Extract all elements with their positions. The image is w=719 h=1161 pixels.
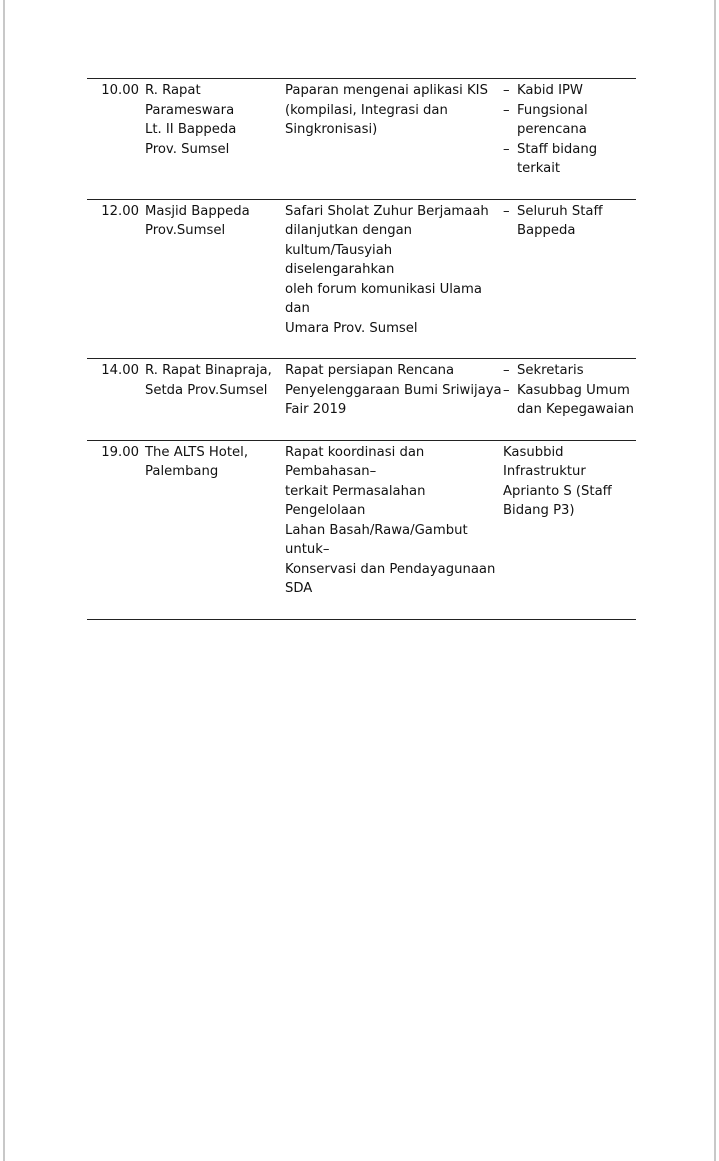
agenda-cell-line: SDA	[285, 581, 313, 596]
agenda-cell-line: kultum/Tausyiah diselengarahkan	[285, 242, 395, 277]
bullet-dash: –	[503, 363, 510, 378]
page-border-left	[3, 0, 5, 1161]
attendee-line: Fungsional	[517, 102, 588, 118]
attendee-line: Kasubbid	[503, 444, 564, 460]
agenda-cell	[285, 359, 503, 441]
attendee-item	[503, 443, 636, 482]
location-cell-line: R. Rapat	[145, 83, 201, 98]
agenda-cell	[285, 440, 503, 619]
agenda-cell-line: dilanjutkan dengan	[285, 223, 413, 238]
location-cell-line: Prov. Sumsel	[145, 141, 230, 157]
location-cell	[145, 79, 285, 200]
location-cell-line: Setda Prov.Sumsel	[145, 382, 268, 398]
agenda-cell-line: Paparan mengenai aplikasi KIS	[285, 83, 488, 98]
attendee-text	[517, 361, 636, 381]
bullet-dash: –	[503, 203, 510, 219]
agenda-cell	[285, 79, 503, 200]
location-cell-line: Prov.Sumsel	[145, 223, 226, 238]
attendee-item	[503, 81, 636, 101]
location-cell	[145, 440, 285, 619]
agenda-cell-line: Singkronisasi)	[285, 122, 378, 137]
attendee-text	[503, 443, 636, 482]
attendee-line: Bidang P3)	[503, 503, 575, 518]
agenda-cell	[285, 199, 503, 359]
agenda-cell-line: Konservasi dan Pendayagunaan	[285, 561, 496, 577]
agenda-cell-line: Fair 2019	[285, 402, 347, 417]
attendee-line: Kabid IPW	[517, 83, 583, 98]
attendee-item	[503, 381, 636, 420]
location-cell-line: Lt. II Bappeda	[145, 122, 237, 137]
time-cell: 12.00	[101, 203, 139, 219]
attendee-text	[503, 482, 636, 521]
attendee-text	[517, 381, 636, 420]
attendee-line: Aprianto S (Staff	[503, 483, 612, 499]
attendee-line: Infrastruktur	[503, 464, 586, 479]
bullet-dash: –	[503, 102, 510, 118]
attendee-line: dan Kepegawaian	[517, 402, 635, 417]
agenda-cell-line: (kompilasi, Integrasi dan	[285, 102, 448, 118]
agenda-cell-line: terkait Permasalahan Pengelolaan	[285, 483, 426, 518]
page-border-right	[714, 0, 716, 1161]
bullet-dash: –	[503, 141, 510, 157]
location-cell-line: R. Rapat Binapraja,	[145, 363, 272, 378]
attendee-line: terkait	[517, 161, 561, 176]
attendee-text	[517, 101, 636, 140]
attendee-line: perencana	[517, 122, 587, 137]
location-cell-line: The ALTS Hotel,	[145, 444, 249, 460]
attendee-line: Sekretaris	[517, 363, 584, 378]
bullet-dash: –	[503, 83, 510, 98]
attendee-item	[503, 140, 636, 179]
bullet-dash: –	[503, 382, 510, 398]
schedule-row	[87, 440, 636, 619]
attendee-item	[503, 482, 636, 521]
attendee-line: Staff bidang	[517, 141, 598, 157]
attendee-line: Kasubbag Umum	[517, 382, 630, 398]
time-cell: 14.00	[101, 363, 139, 378]
attendee-item	[503, 361, 636, 381]
schedule-table	[87, 78, 636, 620]
schedule-row	[87, 359, 636, 441]
attendees-cell	[503, 79, 636, 200]
location-cell-line: Palembang	[145, 464, 219, 479]
attendee-item	[503, 101, 636, 140]
agenda-cell-line: Penyelenggaraan Bumi Sriwijaya	[285, 382, 502, 398]
schedule-row	[87, 79, 636, 200]
location-cell-line: Masjid Bappeda	[145, 203, 250, 219]
agenda-cell-line: oleh forum komunikasi Ulama dan	[285, 281, 482, 316]
attendee-text	[517, 140, 636, 179]
attendee-line: Bappeda	[517, 223, 576, 238]
location-cell	[145, 199, 285, 359]
attendee-text	[517, 81, 636, 101]
attendees-cell	[503, 359, 636, 441]
time-cell: 10.00	[101, 83, 139, 98]
location-cell	[145, 359, 285, 441]
attendees-cell	[503, 199, 636, 359]
location-cell-line: Parameswara	[145, 102, 235, 118]
schedule-row	[87, 199, 636, 359]
agenda-cell-line: Rapat koordinasi dan Pembahasan–	[285, 444, 425, 479]
agenda-cell-line: Rapat persiapan Rencana	[285, 363, 455, 378]
attendee-item	[503, 202, 636, 241]
attendee-text	[517, 202, 636, 241]
agenda-cell-line: Umara Prov. Sumsel	[285, 320, 418, 336]
attendee-line: Seluruh Staff	[517, 203, 603, 219]
time-cell: 19.00	[101, 444, 139, 460]
agenda-cell-line: Safari Sholat Zuhur Berjamaah	[285, 203, 489, 219]
attendees-cell	[503, 440, 636, 619]
agenda-cell-line: Lahan Basah/Rawa/Gambut untuk–	[285, 522, 468, 557]
